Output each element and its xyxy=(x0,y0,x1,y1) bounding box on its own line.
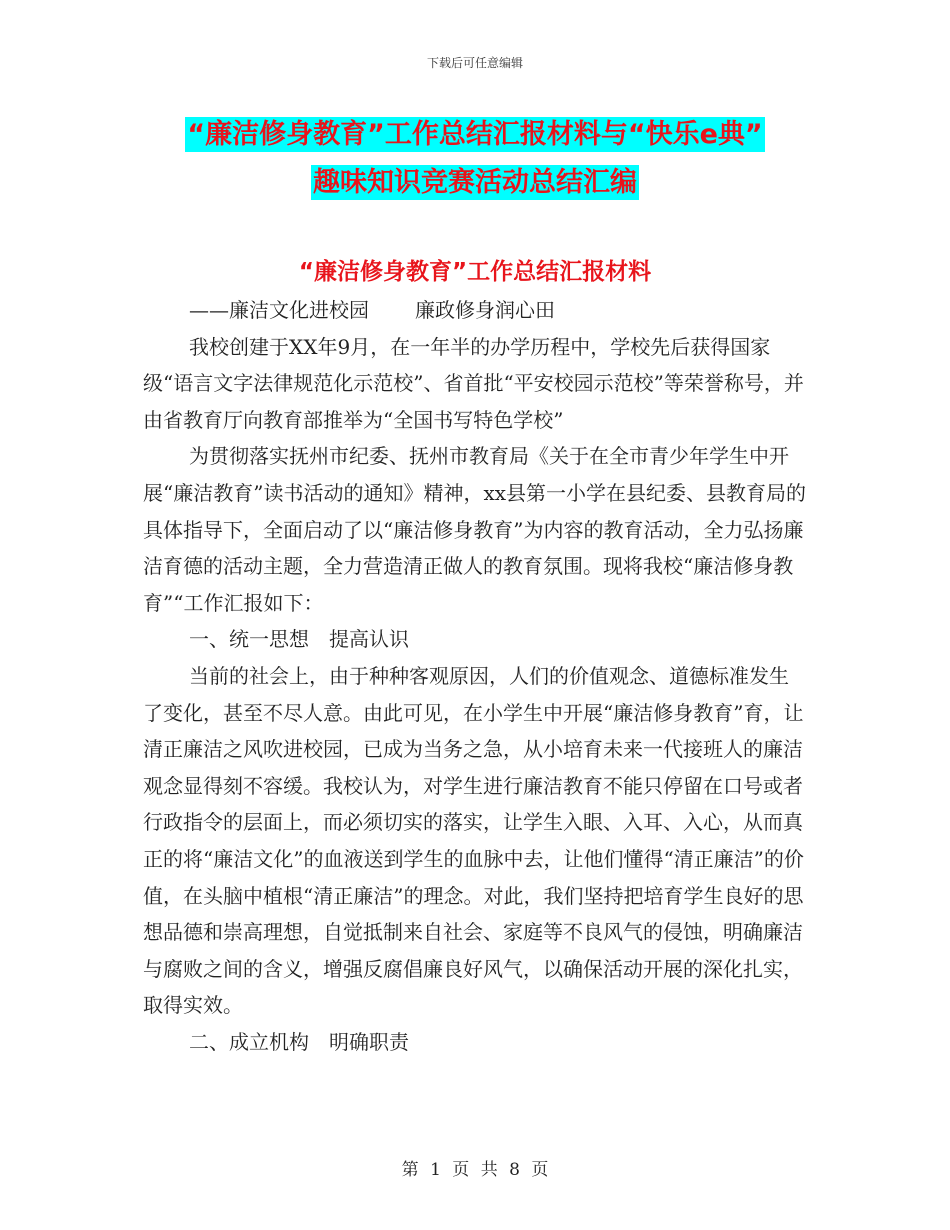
main-title-line-2 xyxy=(0,160,950,199)
paragraph-purpose: 为贯彻落实抚州市纪委、抚州市教育局《关于在全市青少年学生中开展“廉洁教育”读书活动的通知》精神，xx县第一小学在县纪委、县教育局的具体指导下，全面启动了以“廉洁修身教育”为内容的教育活动，全力弘扬廉洁育德的活动主题，全力营造清正做人的教育氛围。现将我校“廉洁修身教育”“工作汇报如下： xyxy=(143,444,807,615)
page-footer: 第 1 页 共 8 页 xyxy=(401,1160,549,1180)
byline xyxy=(143,292,808,329)
byline-part-1: ——廉洁文化进校园 xyxy=(189,298,369,322)
document-body xyxy=(143,292,808,1060)
header-note: 下载后可任意编辑 xyxy=(426,56,523,70)
main-title-line-2-text: 趣味知识竞赛活动总结汇编 xyxy=(313,167,637,198)
heading-section-1: 一、统一思想 提高认识 xyxy=(189,627,409,652)
section-title: “廉洁修身教育”工作总结汇报材料 xyxy=(298,259,652,285)
heading-section-2: 二、成立机构 明确职责 xyxy=(189,1029,409,1054)
paragraph-section-1: 当前的社会上，由于种种客观原因，人们的价值观念、道德标准发生了变化，甚至不尽人意。由此可见，在小学生中开展“廉洁修身教育”育，让清正廉洁之风吹进校园，已成为当务之急，从小培育未来一代接班人的廉洁观念显得刻不容缓。我校认为，对学生进行廉洁教育不能只停留在口号或者行政指令的层面上，而必须切实的落实，让学生入眼、入耳、入心，从而真正的将“廉洁文化”的血液送到学生的血脉中去，让他们懂得“清正廉洁”的价值，在头脑中植根“清正廉洁”的理念。对此，我们坚持把培育学生良好的思想品德和崇高理想，自觉抵制来自社会、家庭等不良风气的侵蚀，明确廉洁与腐败之间的含义，增强反腐倡廉良好风气，以确保活动开展的深化扎实，取得实效。 xyxy=(143,663,804,1018)
byline-part-2: 廉政修身润心田 xyxy=(415,298,555,322)
main-title-line-1-text: “廉洁修身教育”工作总结汇报材料与“快乐e典” xyxy=(187,119,763,150)
paragraph-intro: 我校创建于XX年9月，在一年半的办学历程中，学校先后获得国家级“语言文字法律规范化示范校”、省首批“平安校园示范校”等荣誉称号，并由省教育厅向教育部推举为“全国书写特色学校” xyxy=(143,334,804,432)
main-title-line-1 xyxy=(0,112,950,151)
